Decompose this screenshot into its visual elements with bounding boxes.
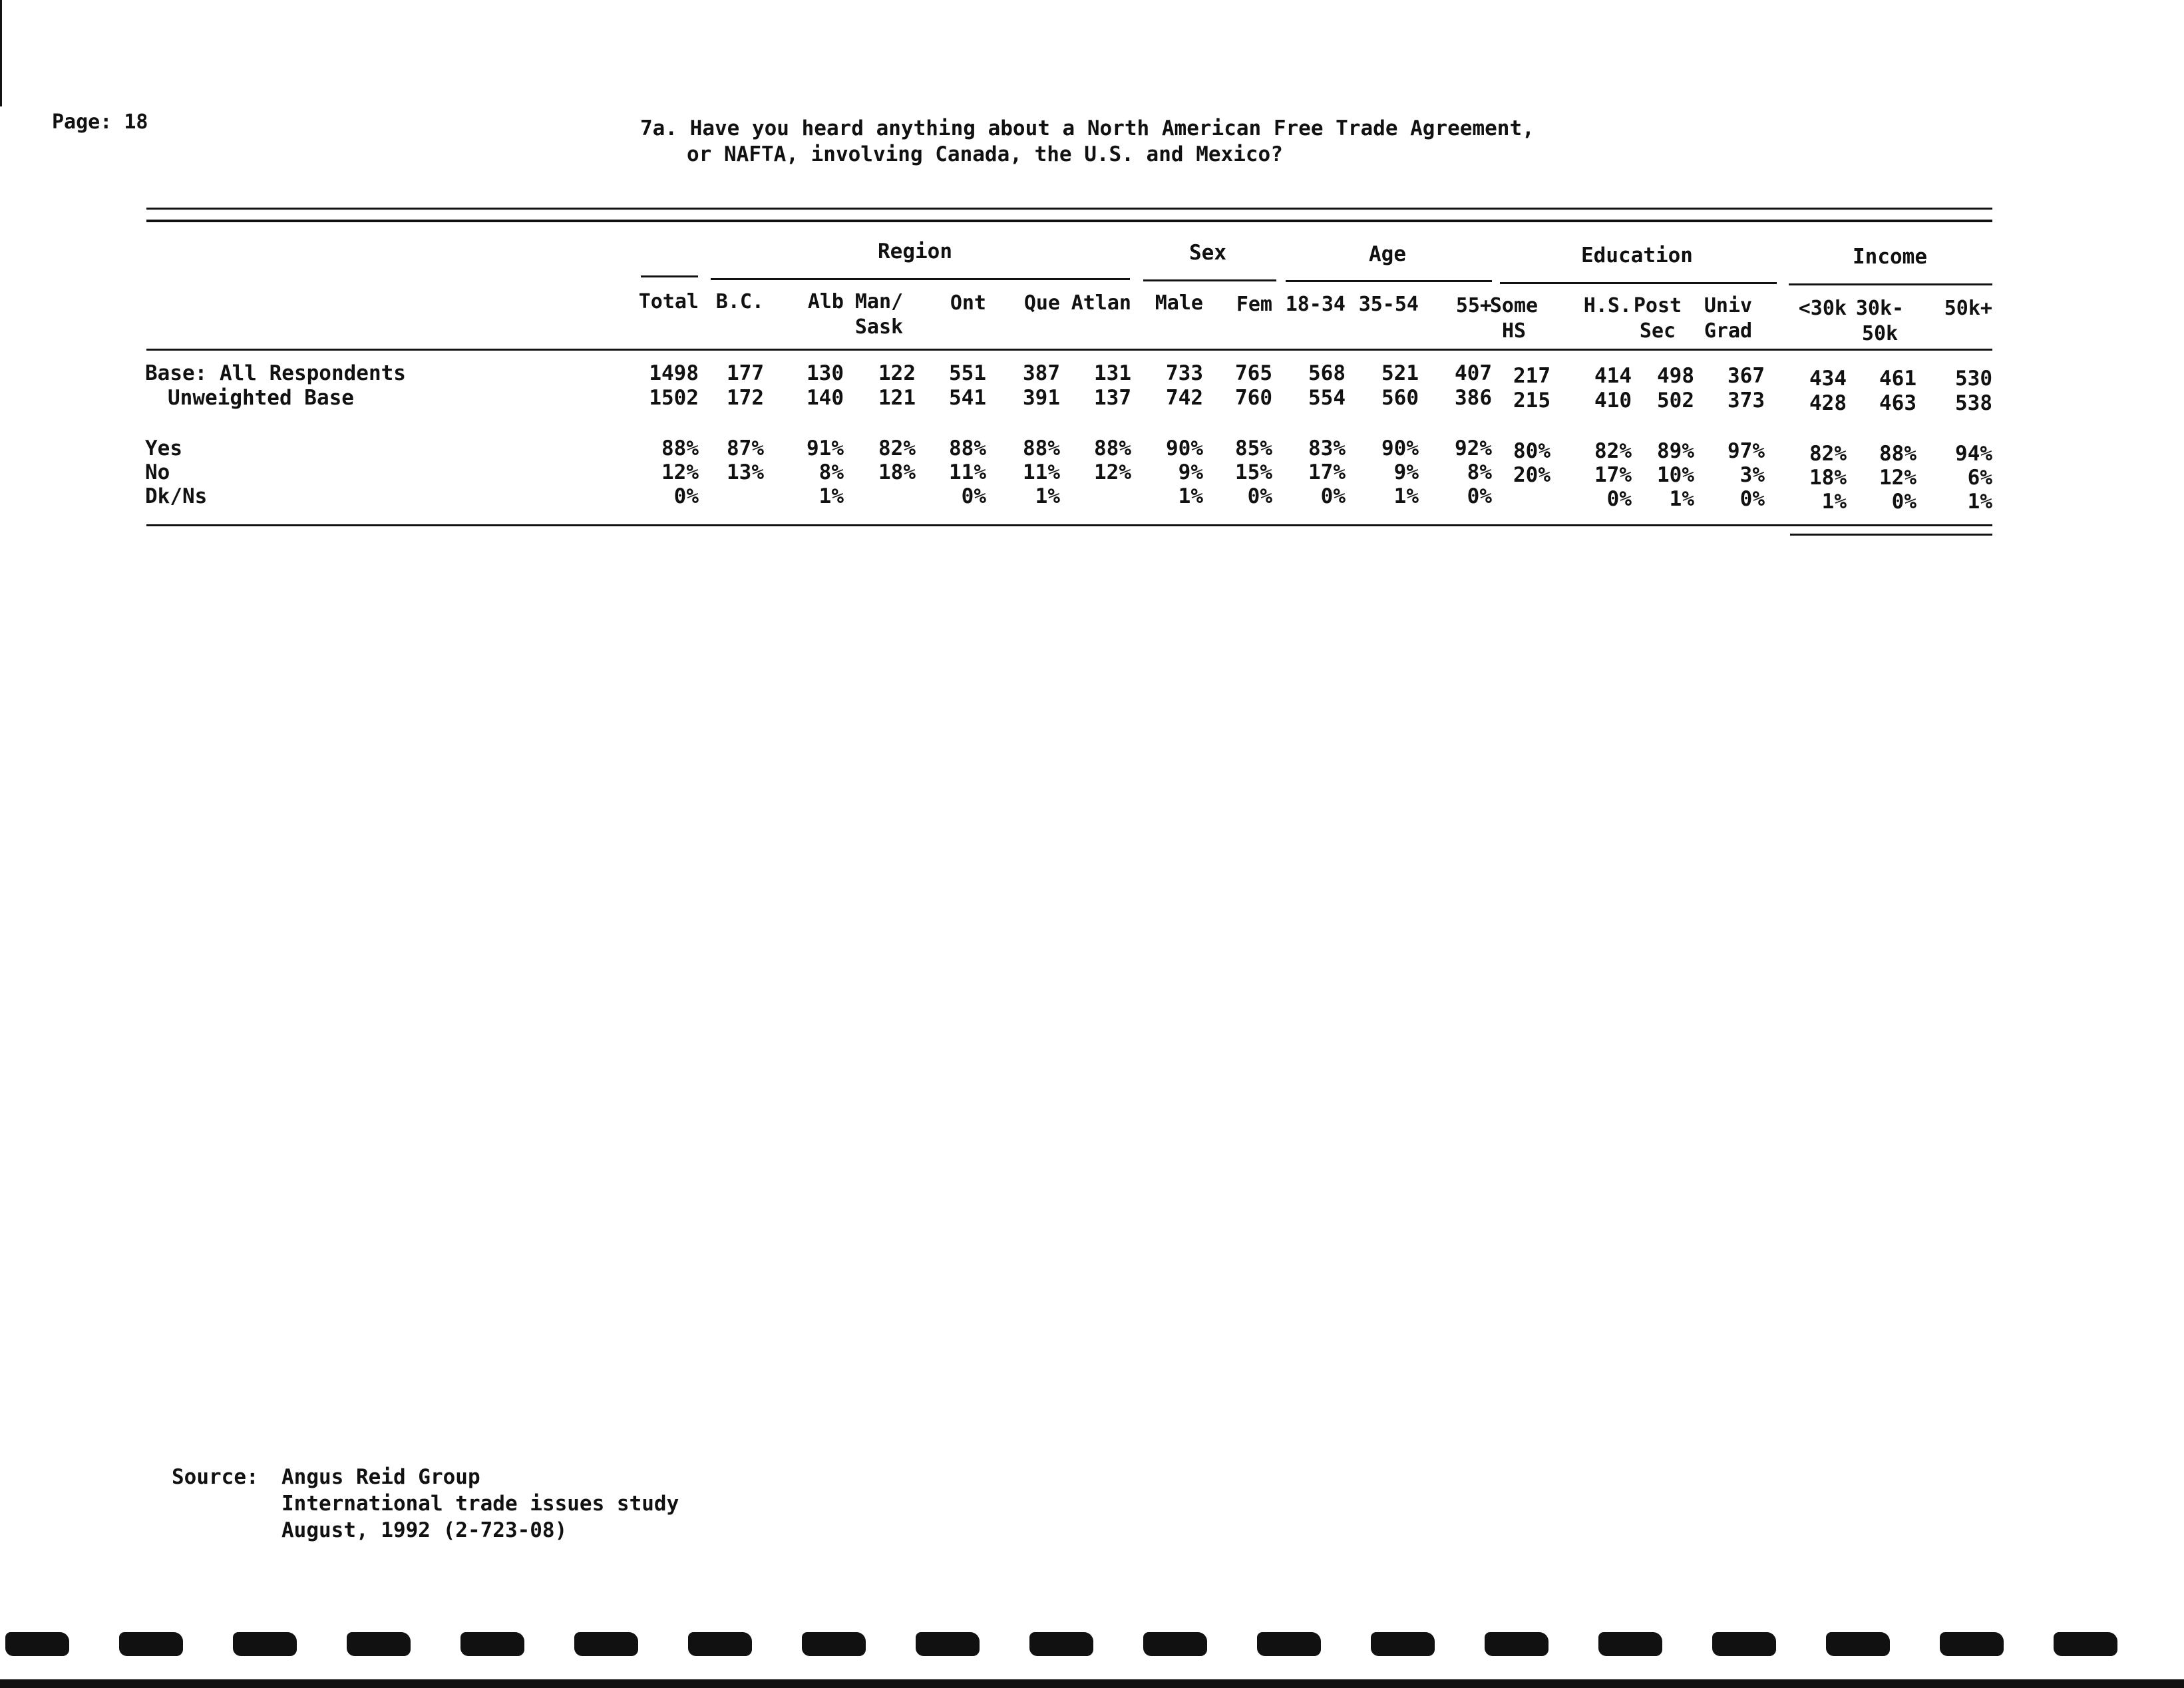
table-cell: 215 [1513, 389, 1550, 413]
question-line-2: or NAFTA, involving Canada, the U.S. and Mexico? [687, 142, 1283, 166]
header-bottom-rule [146, 349, 1992, 351]
table-cell: 88% [1879, 442, 1916, 466]
total-overline [641, 275, 698, 277]
group-income: Income [1853, 245, 1927, 269]
group-age-underline [1286, 280, 1492, 282]
column-header-line-2: Grad [1704, 319, 1753, 343]
table-cell: 90% [1381, 436, 1419, 460]
table-top-rule-2 [146, 220, 1992, 222]
table-cell: 1% [1669, 487, 1694, 511]
table-cell: 0% [1891, 490, 1916, 514]
column-header [1272, 292, 1346, 317]
table-cell: 12% [1094, 460, 1131, 484]
table-cell: 131 [1094, 361, 1131, 385]
column-header-line-2: Sec [1639, 319, 1676, 343]
group-sex: Sex [1189, 241, 1226, 265]
table-cell: 373 [1728, 389, 1765, 413]
column-header-line-1: Male [1155, 291, 1203, 315]
column-header-line-1: 18-34 [1285, 293, 1346, 316]
table-cell: 88% [1094, 436, 1131, 460]
binding-mark [1029, 1632, 1093, 1656]
table-cell: 121 [878, 386, 916, 410]
table-cell: 742 [1166, 386, 1203, 410]
column-header-line-1: 30k- [1855, 297, 1905, 320]
table-cell: 8% [819, 460, 844, 484]
row-label-unweighted: Unweighted Base [168, 386, 354, 410]
binding-mark [688, 1632, 752, 1656]
source-label: Source: [172, 1465, 259, 1489]
binding-mark [233, 1632, 297, 1656]
binding-mark [1712, 1632, 1776, 1656]
table-cell: 85% [1235, 436, 1272, 460]
table-cell: 80% [1513, 439, 1550, 463]
table-cell: 12% [1879, 466, 1916, 490]
table-cell: 387 [1023, 361, 1060, 385]
row-label-no: No [145, 460, 170, 484]
column-header-line-1: 50k+ [1944, 297, 1992, 320]
page-edge-mark [0, 0, 2, 106]
table-cell: 0% [1739, 487, 1765, 511]
table-cell: 554 [1308, 386, 1346, 410]
table-cell: 0% [1467, 484, 1492, 508]
table-cell: 407 [1455, 361, 1492, 385]
table-cell: 0% [961, 484, 986, 508]
column-header-line-1: Post [1633, 294, 1682, 317]
table-top-rule [146, 208, 1992, 210]
table-cell: 15% [1235, 460, 1272, 484]
table-cell: 765 [1235, 361, 1272, 385]
table-cell: 0% [1320, 484, 1346, 508]
column-header-line-1: Some [1489, 294, 1539, 317]
column-header-line-1: H.S. [1583, 294, 1632, 317]
table-cell: 217 [1513, 364, 1550, 388]
table-cell: 82% [878, 436, 916, 460]
row-label-yes: Yes [145, 436, 182, 460]
table-cell: 568 [1308, 361, 1346, 385]
group-region: Region [878, 240, 952, 263]
binding-mark [1940, 1632, 2004, 1656]
column-header-line-1: 35-54 [1358, 293, 1419, 316]
binding-mark [2054, 1632, 2117, 1656]
table-cell: 89% [1657, 439, 1694, 463]
source-line-2: International trade issues study [281, 1492, 679, 1516]
table-cell: 530 [1955, 367, 1992, 391]
table-cell: 82% [1809, 442, 1847, 466]
column-header [842, 289, 916, 340]
table-cell: 12% [661, 460, 699, 484]
group-sex-underline [1143, 279, 1276, 281]
table-cell: 97% [1728, 439, 1765, 463]
table-cell: 82% [1594, 439, 1632, 463]
column-header [771, 289, 844, 315]
table-cell: 0% [673, 484, 699, 508]
binding-mark [460, 1632, 524, 1656]
table-cell: 11% [1023, 460, 1060, 484]
table-cell: 91% [807, 436, 844, 460]
binding-mark [1257, 1632, 1321, 1656]
binding-mark [1598, 1632, 1662, 1656]
column-header-line-1: Alb [807, 290, 844, 313]
binding-mark [1371, 1632, 1435, 1656]
table-cell: 172 [727, 386, 764, 410]
table-cell: 92% [1455, 436, 1492, 460]
table-cell: 18% [878, 460, 916, 484]
table-cell: 88% [1023, 436, 1060, 460]
table-cell: 538 [1955, 391, 1992, 415]
row-label-base: Base: All Respondents [145, 361, 406, 385]
table-cell: 0% [1606, 487, 1632, 511]
table-cell: 10% [1657, 463, 1694, 487]
question-line-1: 7a. Have you heard anything about a North American Free Trade Agreement, [640, 116, 1535, 140]
binding-mark [574, 1632, 638, 1656]
source-line-1: Angus Reid Group [281, 1465, 480, 1489]
column-header [1346, 292, 1419, 317]
column-header-line-1: Atlan [1071, 291, 1131, 315]
table-cell: 3% [1739, 463, 1765, 487]
table-cell: 760 [1235, 386, 1272, 410]
table-cell: 122 [878, 361, 916, 385]
table-cell: 6% [1967, 466, 1992, 490]
binding-mark [916, 1632, 980, 1656]
binding-mark [5, 1632, 69, 1656]
column-header [1058, 291, 1131, 316]
column-header [1919, 296, 1992, 321]
table-cell: 130 [807, 361, 844, 385]
column-header-line-1: Total [638, 290, 699, 313]
table-cell: 0% [1247, 484, 1272, 508]
table-cell: 9% [1178, 460, 1203, 484]
binding-mark [1143, 1632, 1207, 1656]
table-bottom-rule [146, 524, 1992, 526]
table-cell: 541 [949, 386, 986, 410]
column-header-line-1: Man/ [854, 290, 904, 313]
table-cell: 498 [1657, 364, 1694, 388]
binding-mark [119, 1632, 183, 1656]
table-cell: 88% [949, 436, 986, 460]
group-income-underline [1789, 283, 1992, 285]
table-cell: 386 [1455, 386, 1492, 410]
table-cell: 428 [1809, 391, 1847, 415]
table-cell: 733 [1166, 361, 1203, 385]
table-cell: 140 [807, 386, 844, 410]
table-cell: 94% [1955, 442, 1992, 466]
column-header-line-1: Fem [1236, 293, 1272, 316]
question-text [640, 116, 1535, 168]
column-header-line-2: Sask [854, 315, 904, 339]
table-cell: 463 [1879, 391, 1916, 415]
table-cell: 17% [1308, 460, 1346, 484]
table-cell: 88% [661, 436, 699, 460]
table-cell: 1% [1178, 484, 1203, 508]
table-bottom-rule-2 [1790, 534, 1992, 536]
table-cell: 1% [1035, 484, 1060, 508]
table-cell: 560 [1381, 386, 1419, 410]
page-number: Page: 18 [52, 110, 148, 134]
column-header [987, 291, 1060, 316]
table-cell: 391 [1023, 386, 1060, 410]
table-cell: 8% [1467, 460, 1492, 484]
binding-mark [802, 1632, 866, 1656]
column-header [1621, 293, 1694, 344]
bottom-edge-bar [0, 1679, 2184, 1688]
group-region-underline [711, 278, 1130, 280]
column-header [691, 289, 764, 315]
table-cell: 502 [1657, 389, 1694, 413]
column-header [626, 289, 699, 315]
table-cell: 1% [1967, 490, 1992, 514]
table-cell: 90% [1166, 436, 1203, 460]
table-cell: 18% [1809, 466, 1847, 490]
table-cell: 367 [1728, 364, 1765, 388]
group-education: Education [1581, 244, 1693, 267]
column-header [1130, 291, 1203, 316]
table-cell: 20% [1513, 463, 1550, 487]
table-cell: 9% [1393, 460, 1419, 484]
table-cell: 177 [727, 361, 764, 385]
table-cell: 17% [1594, 463, 1632, 487]
column-header [1773, 296, 1847, 321]
table-cell: 1% [1393, 484, 1419, 508]
column-header-line-2: HS [1501, 319, 1527, 343]
source-line-3: August, 1992 (2-723-08) [281, 1518, 568, 1542]
column-header [1199, 292, 1272, 317]
table-cell: 434 [1809, 367, 1847, 391]
table-cell: 83% [1308, 436, 1346, 460]
row-label-dkns: Dk/Ns [145, 484, 208, 508]
table-cell: 1502 [649, 386, 699, 410]
column-header-line-1: Que [1023, 291, 1060, 315]
table-cell: 551 [949, 361, 986, 385]
table-cell: 1% [1821, 490, 1847, 514]
column-header-line-1: Univ [1704, 294, 1753, 317]
group-education-underline [1500, 282, 1777, 284]
column-header [1843, 296, 1916, 347]
column-header [913, 291, 986, 316]
binding-mark [1485, 1632, 1548, 1656]
table-cell: 87% [727, 436, 764, 460]
table-cell: 1% [819, 484, 844, 508]
table-cell: 410 [1594, 389, 1632, 413]
table-cell: 137 [1094, 386, 1131, 410]
table-cell: 11% [949, 460, 986, 484]
column-header [1477, 293, 1550, 344]
table-cell: 414 [1594, 364, 1632, 388]
source-block [172, 1464, 679, 1544]
binding-mark [347, 1632, 411, 1656]
table-cell: 461 [1879, 367, 1916, 391]
column-header-line-1: B.C. [715, 290, 764, 313]
column-header-line-1: Ont [950, 291, 986, 315]
column-header-line-1: 55+ [1455, 294, 1492, 317]
column-header-line-1: <30k [1798, 297, 1847, 320]
table-cell: 521 [1381, 361, 1419, 385]
binding-mark [1826, 1632, 1890, 1656]
table-cell: 1498 [649, 361, 699, 385]
group-age: Age [1369, 242, 1406, 266]
column-header [1692, 293, 1765, 344]
table-cell: 13% [727, 460, 764, 484]
column-header-line-2: 50k [1861, 322, 1899, 345]
